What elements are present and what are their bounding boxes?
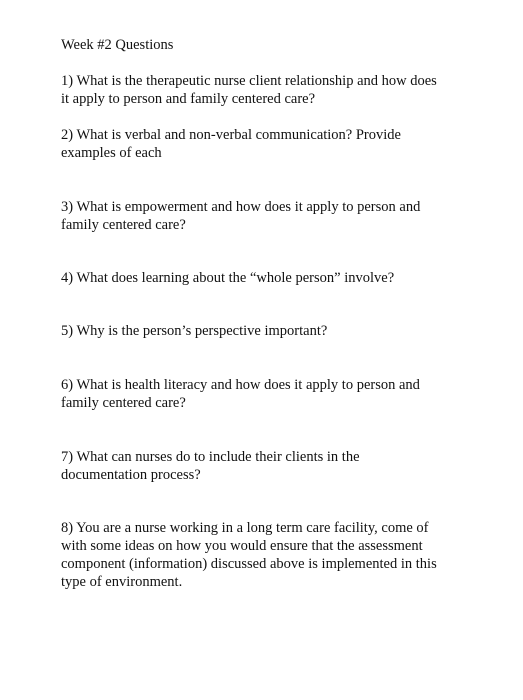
question-8-line-3: component (information) discussed above is implemented in this bbox=[61, 556, 437, 572]
question-5-line-1: 5) Why is the person’s perspective important? bbox=[61, 323, 328, 339]
question-8-line-1: 8) You are a nurse working in a long term care facility, come of bbox=[61, 520, 429, 536]
question-2-line-1: 2) What is verbal and non-verbal communication? Provide bbox=[61, 127, 401, 143]
question-1-line-1: 1) What is the therapeutic nurse client relationship and how does bbox=[61, 73, 437, 89]
question-1-line-2: it apply to person and family centered care? bbox=[61, 91, 316, 107]
question-7-line-1: 7) What can nurses do to include their clients in the bbox=[61, 449, 360, 465]
question-3-line-1: 3) What is empowerment and how does it apply to person and bbox=[61, 199, 421, 215]
question-3-line-2: family centered care? bbox=[61, 217, 186, 233]
question-2-line-2: examples of each bbox=[61, 145, 162, 161]
question-6-line-1: 6) What is health literacy and how does it apply to person and bbox=[61, 377, 420, 393]
question-6-line-2: family centered care? bbox=[61, 395, 186, 411]
question-8-line-4: type of environment. bbox=[61, 574, 183, 590]
question-4-line-1: 4) What does learning about the “whole person” involve? bbox=[61, 270, 395, 286]
page-title: Week #2 Questions bbox=[61, 37, 174, 53]
question-8-line-2: with some ideas on how you would ensure that the assessment bbox=[61, 538, 423, 554]
question-7-line-2: documentation process? bbox=[61, 467, 201, 483]
